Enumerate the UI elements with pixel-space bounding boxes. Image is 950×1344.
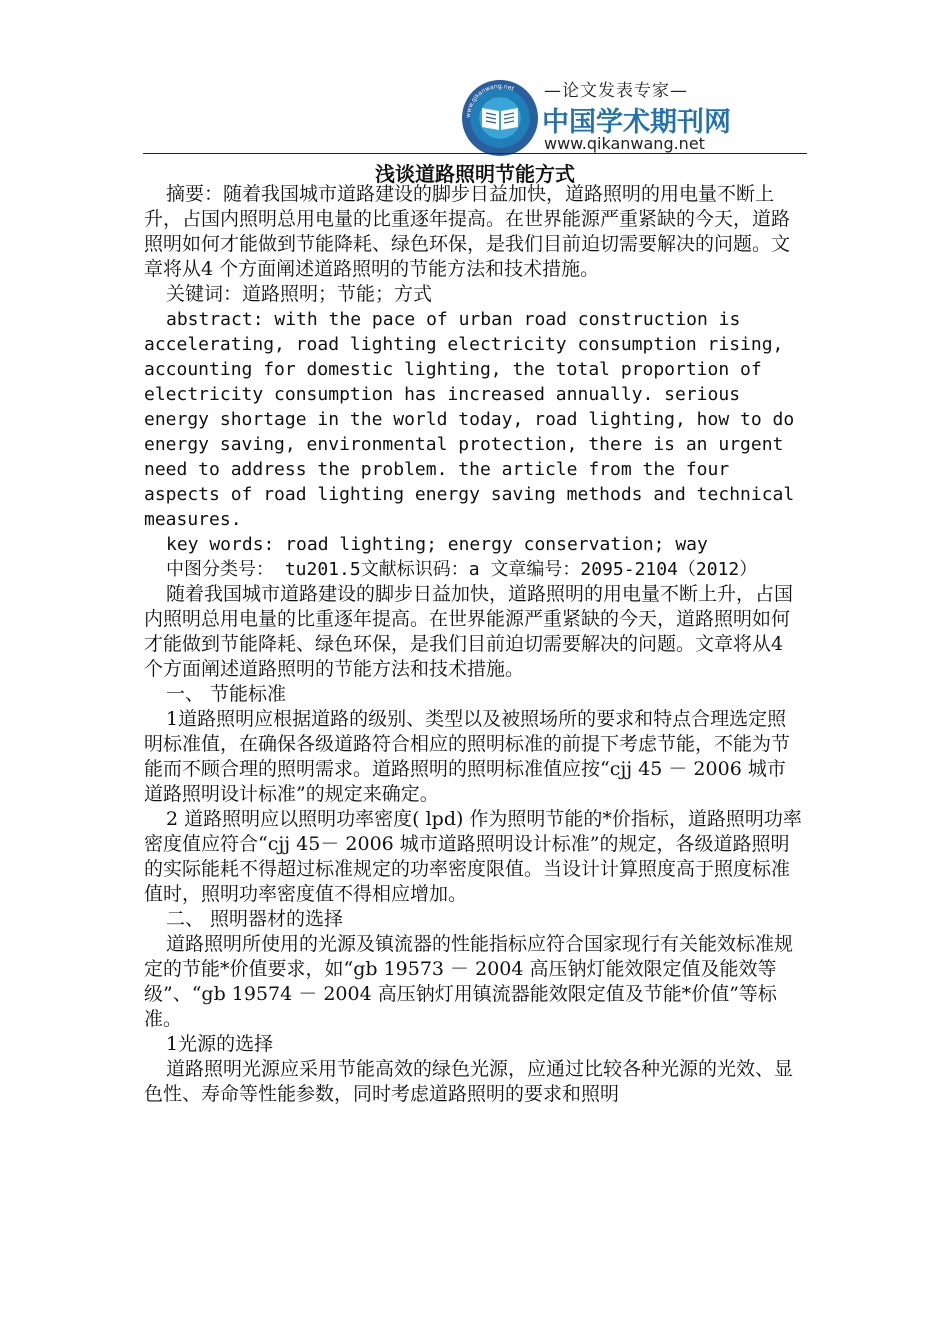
paragraph: 一、 节能标准 [166,683,287,705]
paragraph: abstract: with the pace of urban road construction is accelerating, road lighting electricity consumption rising, accounting for domestic lighting, the total proportion of electricity consumption has increased annually. serious energy shortage in the world today, road lighting, how to do energy saving, environmental protection, there is an urgent need to address the problem. the article from the four aspects of road lighting energy saving methods and technical measures. [144,309,795,530]
article-body [144,182,804,1107]
logo-name: 中国学术期刊网 [542,107,731,138]
open-book-icon [480,102,520,132]
paragraph: 2 道路照明应以照明功率密度( lpd) 作为照明节能的*价指标，道路照明功率密度值应符合“cjj 45－ 2006 城市道路照明设计标准”的规定，各级道路照明的实际能耗不得超过标准规定的功率密度限值。当设计计算照度高于照度标准值时，照明功率密度值不得相应增加。 [144,808,802,905]
paragraph: 1光源的选择 [166,1033,274,1055]
paragraph: 二、 照明器材的选择 [166,908,344,930]
paragraph: 1道路照明应根据道路的级别、类型以及被照场所的要求和特点合理选定照明标准值，在确保各级道路符合相应的照明标准的前提下考虑节能，不能为节能而不顾合理的照明需求。道路照明的照明标准值应按“cjj 45 － 2006 城市道路照明设计标准”的规定来确定。 [144,708,791,805]
paragraph: 随着我国城市道路建设的脚步日益加快，道路照明的用电量不断上升，占国内照明总用电量的比重逐年提高。在世界能源严重紧缺的今天，道路照明如何才能做到节能降耗、绿色环保，是我们目前迫切需要解决的问题。文章将从4 个方面阐述道路照明的节能方法和技术措施。 [144,583,794,680]
logo-tagline: —论文发表专家— [544,81,688,101]
paragraph: key words: road lighting; energy conservation; way [166,534,708,555]
svg-text:www.qikanwang.net: www.qikanwang.net [464,82,516,119]
paragraph: 中图分类号： tu201.5文献标识码：a 文章编号：2095-2104（2012） [166,559,758,580]
paragraph: 道路照明所使用的光源及镇流器的性能指标应符合国家现行有关能效标准规定的节能*价值要求，如“gb 19573 － 2004 高压钠灯能效限定值及能效等级”、“gb 19574 － 2004 高压钠灯用镇流器能效限定值及节能*价值”等标准。 [144,933,794,1030]
article-title: 浅谈道路照明节能方式 [375,162,575,186]
paragraph: 摘要：随着我国城市道路建设的脚步日益加快，道路照明的用电量不断上升，占国内照明总用电量的比重逐年提高。在世界能源严重紧缺的今天，道路照明如何才能做到节能降耗、绿色环保，是我们目前迫切需要解决的问题。文章将从4 个方面阐述道路照明的节能方法和技术措施。 [144,183,791,280]
header-divider [143,153,807,154]
journal-logo [462,74,731,153]
paragraph: 道路照明光源应采用节能高效的绿色光源，应通过比较各种光源的光效、显色性、寿命等性能参数，同时考虑道路照明的要求和照明 [144,1058,794,1105]
logo-url: www.qikanwang.net [544,134,705,153]
paragraph: 关键词：道路照明；节能；方式 [166,283,433,305]
